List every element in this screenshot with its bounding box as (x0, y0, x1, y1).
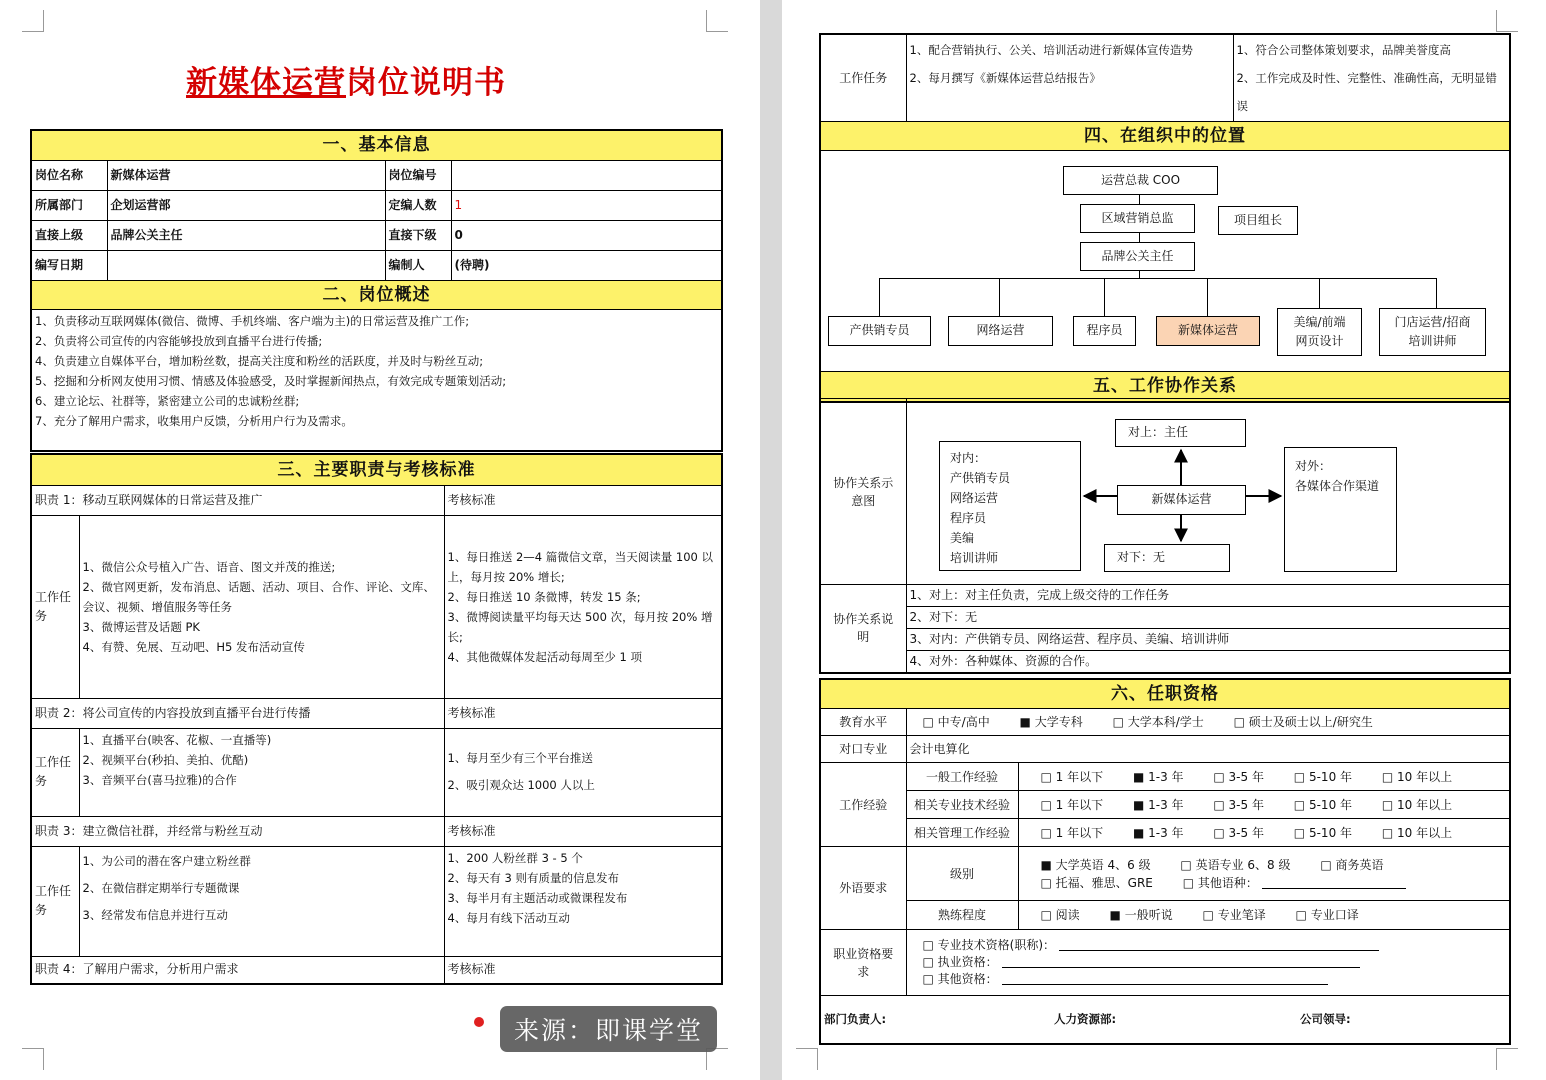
option-label: 专业笔译 (1217, 908, 1266, 923)
task-line: 3、音频平台(喜马拉雅)的合作 (82, 772, 237, 787)
option-label: 阅读 (1055, 908, 1080, 923)
option-label: 中专/高中 (937, 715, 990, 730)
collab-diagram-label: 协作关系示意图 (820, 399, 906, 585)
overview-line: 4、负责建立自媒体平台，增加粉丝数，提高关注度和粉丝的活跃度，并及时与粉丝互动; (35, 353, 484, 368)
standard-line: 2、工作完成及时性、完整性、准确性高，无明显错误 (1236, 71, 1497, 113)
skill-option[interactable] (1296, 906, 1359, 925)
option-label: 1-3 年 (1148, 769, 1184, 784)
checkbox-icon[interactable]: □ (1040, 908, 1052, 923)
option-label: 大学英语 4、6 级 (1055, 857, 1151, 872)
exp-option[interactable] (1041, 824, 1104, 843)
checkbox-icon[interactable]: ■ (1019, 715, 1031, 730)
task-line: 1、微信公众号植入广告、语音、图文并茂的推送; (82, 559, 336, 574)
exp-option[interactable] (1382, 824, 1452, 843)
option-label: 大学专科 (1034, 715, 1083, 730)
field-label: 所属部门 (31, 190, 107, 220)
field-value: 新媒体运营 (107, 160, 385, 190)
field-value: 0 (451, 220, 722, 250)
collab-desc-line: 3、对内：产供销专员、网络运营、程序员、美编、培训讲师 (906, 629, 1510, 651)
option-label: 3-5 年 (1228, 797, 1264, 812)
duty-tasks (79, 846, 444, 956)
option-label: 托福、雅思、GRE (1055, 875, 1153, 890)
cert-blank[interactable] (1002, 974, 1328, 985)
edu-option[interactable] (1234, 713, 1373, 732)
org-sub-box: 产供销专员 (828, 316, 931, 346)
task-line: 2、微官网更新，发布消息、话题、活动、项目、合作、评论、文库、会议、视频、增值服务等任务 (82, 579, 435, 614)
standard-line: 4、其他微媒体发起活动每周至少 1 项 (447, 649, 642, 664)
standard-label: 考核标准 (444, 485, 722, 515)
field-value: (待聘) (451, 250, 722, 280)
checkbox-icon[interactable]: ■ (1132, 797, 1145, 812)
cert-options (906, 930, 1510, 996)
collab-heading: 五、工作协作关系 (820, 372, 1510, 402)
exp-option[interactable] (1041, 796, 1104, 815)
org-sub-box-current: 新媒体运营 (1156, 316, 1260, 346)
duty-tasks (79, 515, 444, 698)
task-label: 工作任务 (31, 728, 79, 816)
level-option[interactable] (1180, 856, 1290, 874)
field-value: 1 (451, 190, 722, 220)
org-heading: 四、在组织中的位置 (820, 122, 1510, 151)
signature-row (820, 996, 1510, 1044)
inner-line: 对内： (950, 451, 987, 465)
field-value (107, 250, 385, 280)
title-rest: 岗位说明书 (346, 65, 506, 101)
overview-heading: 二、岗位概述 (31, 280, 722, 309)
level-options (1018, 847, 1510, 901)
checkbox-icon[interactable]: □ (1233, 715, 1245, 730)
lang-label: 外语要求 (820, 847, 906, 930)
org-sub-box: 程序员 (1073, 316, 1136, 346)
option-label: 5-10 年 (1308, 769, 1353, 784)
exp-type: 相关管理工作经验 (906, 819, 1018, 847)
checkbox-icon[interactable]: □ (1040, 825, 1052, 840)
exp-type: 一般工作经验 (906, 763, 1018, 791)
exp-options (1018, 819, 1510, 847)
option-label: 一般听说 (1124, 908, 1173, 923)
checkbox-icon[interactable]: □ (1381, 825, 1394, 840)
exp-type: 相关专业技术经验 (906, 791, 1018, 819)
field-label: 直接下级 (385, 220, 451, 250)
org-sub-box: 门店运营/招商培训讲师 (1379, 308, 1486, 356)
edu-label: 教育水平 (820, 709, 906, 736)
task-line: 1、配合营销执行、公关、培训活动进行新媒体宣传造势 (909, 43, 1193, 57)
edu-options (906, 709, 1510, 736)
option-label: 商务英语 (1335, 857, 1384, 872)
collab-desc-label: 协作关系说明 (820, 585, 906, 673)
exp-option[interactable] (1133, 768, 1184, 787)
watermark-dot (474, 1017, 484, 1027)
overview-line: 6、建立论坛、社群等，紧密建立公司的忠诚粉丝群; (35, 393, 300, 408)
option-label: 执业资格： (937, 955, 998, 970)
checkbox-icon[interactable]: □ (1040, 875, 1052, 890)
outer-line: 各媒体合作渠道 (1295, 479, 1380, 493)
qual-heading: 六、任职资格 (820, 679, 1510, 709)
exp-option[interactable] (1294, 796, 1352, 815)
option-label: 其他资格： (937, 972, 998, 987)
overview-line: 1、负责移动互联网媒体(微信、微博、手机终端、客户端为主)的日常运营及推广工作; (35, 313, 470, 328)
exp-option[interactable] (1133, 796, 1184, 815)
standard-line: 2、每天有 3 则有质量的信息发布 (447, 870, 619, 885)
option-label: 专业技术资格(职称)： (937, 938, 1056, 953)
cert-blank[interactable] (1002, 957, 1360, 968)
org-project-lead: 项目组长 (1218, 206, 1298, 235)
collab-desc-line: 1、对上：对主任负责，完成上级交待的工作任务 (906, 585, 1510, 607)
field-value: 品牌公关主任 (107, 220, 385, 250)
major-label: 对口专业 (820, 736, 906, 763)
level-option[interactable] (1320, 856, 1383, 874)
checkbox-icon[interactable]: □ (1213, 797, 1225, 812)
option-label: 10 年以上 (1397, 825, 1453, 840)
duty-standards (444, 846, 722, 956)
overview-content (31, 309, 722, 451)
standard-label: 考核标准 (444, 816, 722, 846)
right-page (782, 0, 1546, 1080)
task-line: 3、微博运营及话题 PK (82, 619, 200, 634)
checkbox-icon[interactable]: □ (1213, 825, 1225, 840)
task-line: 2、每月撰写《新媒体运营总结报告》 (909, 71, 1101, 85)
standard-label: 考核标准 (444, 956, 722, 984)
field-label: 岗位编号 (385, 160, 451, 190)
basic-info-table (30, 129, 723, 452)
checkbox-icon[interactable]: ■ (1040, 857, 1052, 872)
skill-option[interactable] (1041, 906, 1080, 925)
standard-line: 1、200 人粉丝群 3 - 5 个 (447, 850, 583, 865)
cert-label: 职业资格要求 (820, 930, 906, 996)
task-label: 工作任务 (31, 515, 79, 698)
task-label: 工作任务 (31, 846, 79, 956)
level-label: 级别 (906, 847, 1018, 901)
option-label: 其他语种： (1197, 875, 1258, 890)
basic-info-heading: 一、基本信息 (31, 130, 722, 160)
duty-standards (444, 728, 722, 816)
left-page (0, 0, 760, 1080)
standard-line: 1、每月至少有三个平台推送 (447, 751, 593, 765)
crop-mark (22, 10, 44, 32)
org-sub-box: 网络运营 (948, 316, 1053, 346)
org-sub-box: 美编/前端网页设计 (1277, 308, 1362, 356)
option-label: 1-3 年 (1148, 825, 1184, 840)
field-label: 编写日期 (31, 250, 107, 280)
exp-option[interactable] (1382, 768, 1452, 787)
task-line: 2、视频平台(秒拍、美拍、优酷) (82, 752, 249, 767)
exp-options (1018, 763, 1510, 791)
checkbox-icon[interactable]: ■ (1132, 825, 1145, 840)
checkbox-icon[interactable]: □ (1040, 769, 1052, 784)
checkbox-icon[interactable]: □ (922, 938, 934, 953)
duty-title: 职责 2：将公司宣传的内容投放到直播平台进行传播 (31, 698, 444, 728)
inner-line: 培训讲师 (950, 551, 999, 565)
option-label: 大学本科/学士 (1127, 715, 1204, 730)
checkbox-icon[interactable]: □ (922, 955, 934, 970)
option-label: 1 年以下 (1055, 769, 1104, 784)
level-option[interactable] (1183, 874, 1258, 892)
standard-line: 3、每半月有主题活动或微课程发布 (447, 890, 628, 905)
exp-option[interactable] (1213, 768, 1264, 787)
task-line: 3、经常发布信息并进行互动 (82, 907, 228, 922)
org-pr-supervisor: 品牌公关主任 (1080, 242, 1195, 271)
document-title (186, 57, 506, 102)
overview-line: 2、负责将公司宣传的内容能够投放到直播平台进行传播; (35, 333, 323, 348)
duty-title: 职责 3：建立微信社群，并经常与粉丝互动 (31, 816, 444, 846)
cert-blank[interactable] (1059, 940, 1379, 951)
exp-option[interactable] (1133, 824, 1184, 843)
option-label: 10 年以上 (1397, 797, 1453, 812)
checkbox-icon[interactable]: □ (1293, 825, 1306, 840)
option-label: 1-3 年 (1148, 797, 1184, 812)
duty-title: 职责 4：了解用户需求，分析用户需求 (31, 956, 444, 984)
outer-line: 对外： (1295, 459, 1332, 473)
task-line: 4、有赞、免展、互动吧、H5 发布活动宣传 (82, 639, 305, 654)
standard-line: 3、微博阅读量平均每天达 500 次，每月按 20% 增长; (447, 609, 713, 644)
duty-tasks (79, 728, 444, 816)
inner-line: 程序员 (950, 511, 987, 525)
title-highlight: 新媒体运营 (186, 65, 346, 101)
option-label: 专业口译 (1310, 908, 1359, 923)
field-label: 岗位名称 (31, 160, 107, 190)
option-label: 1 年以下 (1055, 825, 1104, 840)
exp-label: 工作经验 (820, 763, 906, 847)
option-label: 10 年以上 (1397, 769, 1453, 784)
sign-hr: 人力资源部: (1054, 1011, 1117, 1026)
collab-desc-line: 2、对下：无 (906, 607, 1510, 629)
task-line: 1、为公司的潜在客户建立粉丝群 (82, 853, 251, 868)
checkbox-icon[interactable]: □ (1293, 797, 1306, 812)
level-option[interactable] (1041, 874, 1153, 892)
skill-label: 熟练程度 (906, 901, 1018, 930)
standard-label: 考核标准 (444, 698, 722, 728)
field-label: 直接上级 (31, 220, 107, 250)
collab-center-box: 新媒体运营 (1117, 485, 1246, 515)
collab-down-box: 对下：无 (1104, 544, 1230, 572)
checkbox-icon[interactable]: □ (1381, 797, 1394, 812)
option-label: 英语专业 6、8 级 (1195, 857, 1291, 872)
edu-option[interactable] (923, 713, 990, 732)
crop-mark (706, 10, 728, 32)
field-label: 编制人 (385, 250, 451, 280)
option-label: 3-5 年 (1228, 825, 1264, 840)
field-value (451, 160, 722, 190)
checkbox-icon[interactable]: ■ (1132, 769, 1145, 784)
checkbox-icon[interactable]: □ (1213, 769, 1225, 784)
collab-up-box: 对上：主任 (1115, 419, 1246, 447)
checkbox-icon[interactable]: ■ (1109, 908, 1121, 923)
standard-line: 2、吸引观众达 1000 人以上 (447, 778, 595, 792)
duty-standards (444, 515, 722, 698)
duties-table (30, 453, 723, 985)
collab-desc-line: 4、对外：各种媒体、资源的合作。 (906, 651, 1510, 673)
exp-options (1018, 791, 1510, 819)
level-option[interactable] (1041, 856, 1151, 874)
standard-line: 4、每月有线下活动互动 (447, 910, 570, 925)
checkbox-icon[interactable]: □ (1293, 769, 1306, 784)
standard-line: 1、每日推送 2—4 篇微信文章，当天阅读量 100 以上，每月按 20% 增长; (447, 549, 714, 584)
exp-option[interactable] (1294, 768, 1352, 787)
field-label: 定编人数 (385, 190, 451, 220)
other-language-blank[interactable] (1262, 878, 1406, 889)
crop-mark (22, 1048, 44, 1070)
duty-title: 职责 1：移动互联网媒体的日常运营及推广 (31, 485, 444, 515)
option-label: 1 年以下 (1055, 797, 1104, 812)
checkbox-icon[interactable]: □ (1381, 769, 1394, 784)
field-value: 企划运营部 (107, 190, 385, 220)
option-label: 硕士及硕士以上/研究生 (1248, 715, 1373, 730)
checkbox-icon[interactable]: □ (1202, 908, 1214, 923)
option-label: 5-10 年 (1308, 825, 1353, 840)
checkbox-icon[interactable]: □ (1112, 715, 1124, 730)
sign-leader: 公司领导: (1300, 1011, 1351, 1026)
checkbox-icon[interactable]: □ (1295, 908, 1307, 923)
exp-option[interactable] (1382, 796, 1452, 815)
duties-heading: 三、主要职责与考核标准 (31, 454, 722, 485)
inner-line: 美编 (950, 531, 975, 545)
overview-line: 5、挖掘和分析网友使用习惯、情感及体验感受，及时掌握新闻热点，有效完成专题策划活动; (35, 373, 507, 388)
exp-option[interactable] (1041, 768, 1104, 787)
edu-option[interactable] (1113, 713, 1204, 732)
overview-line: 7、充分了解用户需求，收集用户反馈，分析用户行为及需求。 (35, 413, 353, 428)
checkbox-icon[interactable]: □ (922, 972, 934, 987)
skill-option[interactable] (1203, 906, 1266, 925)
checkbox-icon[interactable]: □ (1320, 857, 1332, 872)
skill-options (1018, 901, 1510, 930)
checkbox-icon[interactable]: □ (1040, 797, 1052, 812)
task-line: 2、在微信群定期举行专题微课 (82, 880, 240, 895)
sign-dept: 部门负责人: (824, 1011, 887, 1026)
source-watermark: 来源：即课学堂 (500, 1006, 717, 1052)
inner-line: 产供销专员 (950, 471, 1011, 485)
checkbox-icon[interactable]: □ (1180, 857, 1192, 872)
edu-option[interactable] (1020, 713, 1083, 732)
option-label: 5-10 年 (1308, 797, 1353, 812)
task-line: 1、直播平台(映客、花椒、一直播等) (82, 732, 272, 747)
exp-option[interactable] (1213, 824, 1264, 843)
checkbox-icon[interactable]: □ (922, 715, 934, 730)
exp-option[interactable] (1213, 796, 1264, 815)
standard-line: 1、符合公司整体策划要求，品牌美誉度高 (1236, 43, 1451, 57)
checkbox-icon[interactable]: □ (1182, 875, 1195, 890)
option-label: 3-5 年 (1228, 769, 1264, 784)
inner-line: 网络运营 (950, 491, 999, 505)
org-region-director: 区域营销总监 (1080, 204, 1195, 233)
skill-option[interactable] (1110, 906, 1173, 925)
standard-line: 2、每日推送 10 条微博，转发 15 条; (447, 589, 641, 604)
task-label: 工作任务 (820, 34, 906, 122)
qualification-table (819, 678, 1511, 1045)
exp-option[interactable] (1294, 824, 1352, 843)
major-value: 会计电算化 (906, 736, 1510, 763)
org-coo: 运营总裁 COO (1063, 166, 1218, 195)
